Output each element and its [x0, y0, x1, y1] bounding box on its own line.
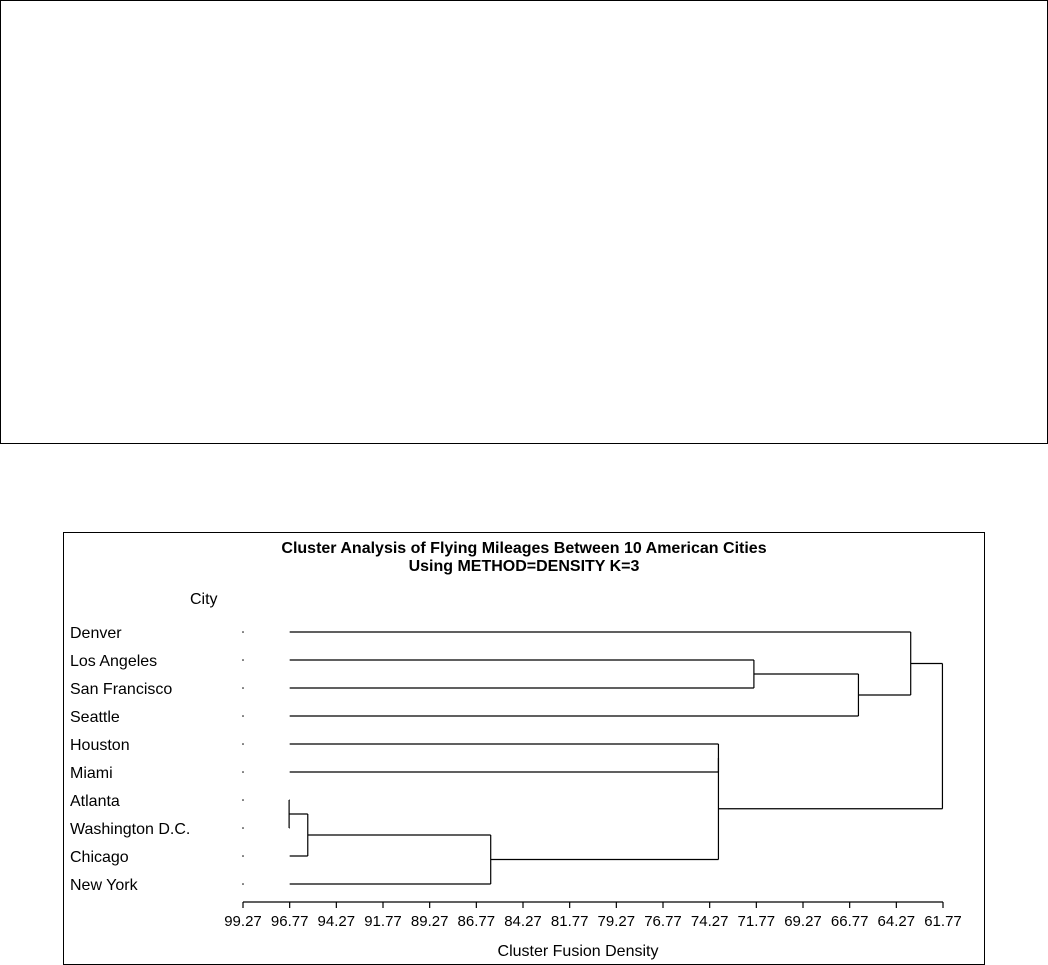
- x-tick-label: 66.77: [830, 913, 869, 930]
- leaf-label: New York: [70, 877, 138, 894]
- chart-title: Cluster Analysis of Flying Mileages Between 10 American Cities: [281, 540, 767, 557]
- y-axis-label: City: [190, 591, 218, 608]
- x-tick-label: 76.77: [644, 913, 682, 930]
- x-tick-label: 69.27: [784, 913, 822, 930]
- x-tick-label: 89.27: [410, 913, 449, 930]
- x-tick-label: 94.27: [317, 913, 356, 930]
- x-tick-label: 91.77: [364, 913, 402, 930]
- top-empty-panel: [0, 0, 1048, 444]
- leaf-label: San Francisco: [70, 681, 173, 698]
- x-tick-label: 84.27: [504, 913, 542, 930]
- leaf-label: Los Angeles: [70, 653, 158, 670]
- leaf-dot: [242, 715, 244, 717]
- leaf-dot: [242, 827, 244, 829]
- leaf-label: Miami: [70, 765, 113, 782]
- leaf-dot: [242, 687, 244, 689]
- x-tick-label: 64.27: [877, 913, 916, 930]
- x-tick-label: 79.27: [597, 913, 636, 930]
- x-tick-label: 99.27: [224, 913, 262, 930]
- x-axis: [224, 902, 962, 930]
- leaf-dot: [242, 771, 244, 773]
- leaf-label: Chicago: [70, 849, 129, 866]
- chart-subtitle: Using METHOD=DENSITY K=3: [408, 558, 640, 575]
- dendrogram-svg: [64, 533, 984, 964]
- leaf-label: Atlanta: [70, 793, 120, 810]
- leaf-dot: [242, 883, 244, 885]
- dendrogram-tree: [289, 632, 942, 884]
- leaf-label: Houston: [70, 737, 130, 754]
- leaf-dot: [242, 631, 244, 633]
- x-axis-label: Cluster Fusion Density: [497, 943, 659, 960]
- x-tick-label: 61.77: [924, 913, 962, 930]
- x-tick-label: 74.27: [690, 913, 729, 930]
- leaf-label: Washington D.C.: [70, 821, 191, 838]
- leaf-label: Denver: [70, 625, 122, 642]
- x-tick-label: 96.77: [270, 913, 309, 930]
- leaf-labels: [70, 625, 244, 894]
- leaf-dot: [242, 743, 244, 745]
- leaf-dot: [242, 855, 244, 857]
- leaf-dot: [242, 799, 244, 801]
- dendrogram-chart: [63, 532, 985, 965]
- leaf-label: Seattle: [70, 709, 120, 726]
- x-tick-label: 71.77: [737, 913, 776, 930]
- x-tick-label: 81.77: [550, 913, 589, 930]
- leaf-dot: [242, 659, 244, 661]
- x-tick-label: 86.77: [457, 913, 496, 930]
